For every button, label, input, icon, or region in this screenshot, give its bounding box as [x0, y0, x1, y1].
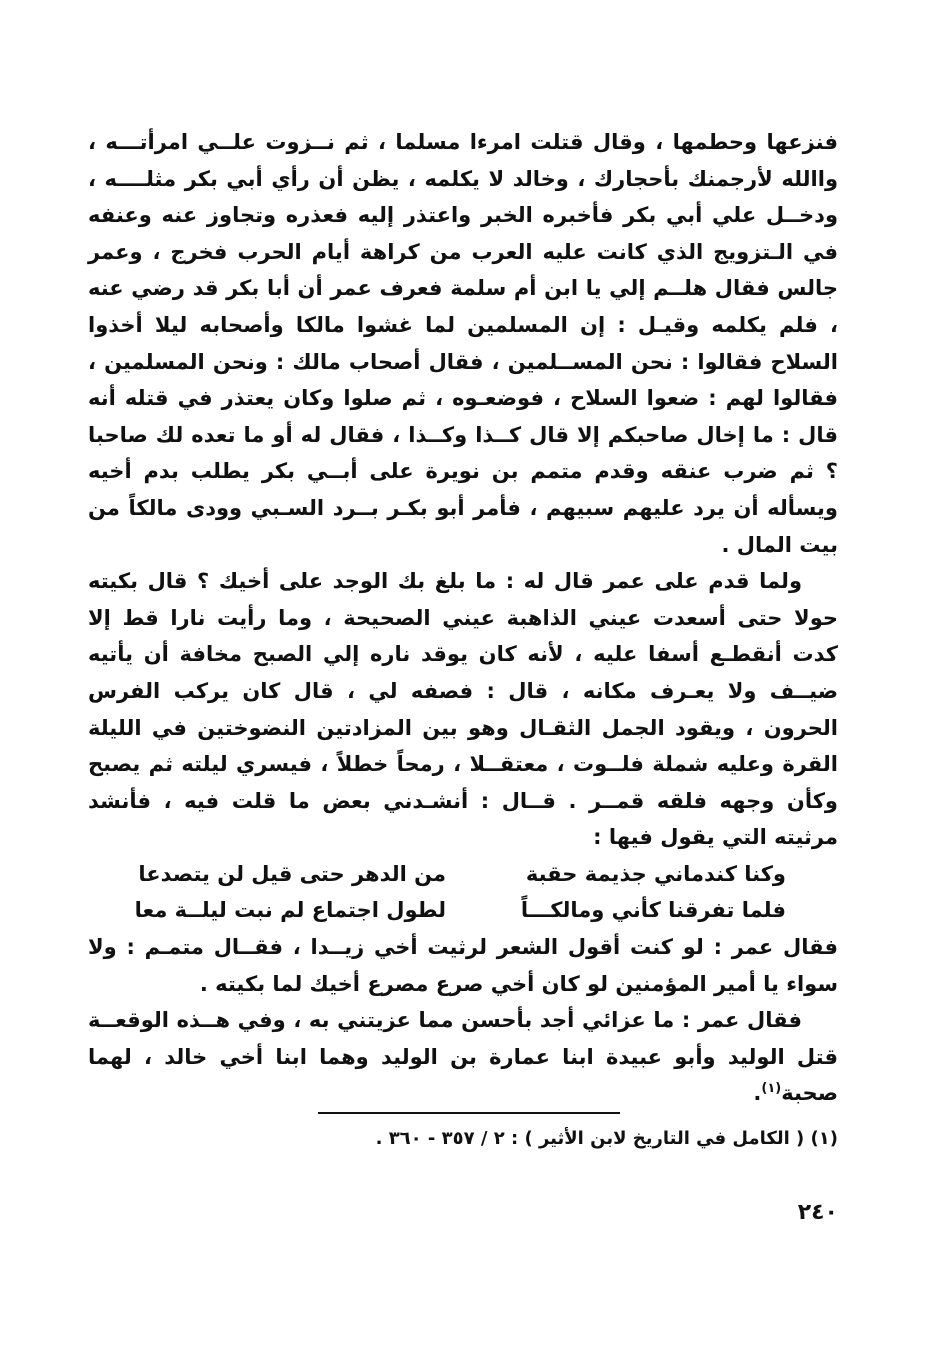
verse-second-hemistich: من الدهر حتى قيل لن يتصدعا [138, 861, 446, 886]
paragraph-4-period: . [753, 1081, 762, 1106]
paragraph-3: فقال عمر : لو كنت أقول الشعر لرثيت أخي زيــدا ، فقــال متمـم : ولا سواء يا أمير المؤمنين لو كان أخي صرع مصرع أخيك لما بكيته . [88, 935, 838, 996]
footnote: (١) ( الكامل في التاريخ لابن الأثير ) : ٢ / ٣٥٧ - ٣٦٠ . [375, 1128, 838, 1149]
poem-verses [88, 856, 838, 929]
paragraph-4 [88, 1002, 838, 1112]
page-number: ٢٤٠ [797, 1200, 838, 1225]
verse-first-hemistich: فلما تفرقنا كأني ومالكـــاً [520, 898, 786, 923]
paragraph-4-text: فقال عمر : ما عزائي أجد بأحسن مما عزيتني به ، وفي هــذه الوقعــة قتل الوليد وأبو عبيدة ابنا عمارة بن الوليد وهما ابنا أخي خالد ، لهما صحبة [88, 1008, 838, 1106]
paragraph-2: ولما قدم على عمر قال له : ما بلغ بك الوجد على أخيك ؟ قال بكيته حولا حتى أسعدت عيني الذاهبة عيني الصحيحة ، وما رأيت نارا قط إلا كدت أنقطـع أسفا عليه ، لأنه كان يوقد ناره إلي الصبح مخافة أن يأتيه ضيــف ولا يعـرف مكانه ، قال : فصفه لي ، قال كان يركب الفرس الحرون ، ويقود الجمل الثقـال وهو بين المزادتين النضوختين في الليلة القرة وعليه شملة فلــوت ، معتقــلا ، رمحاً خطلاً ، فيسري ليلته ثم يصبح وكأن وجهه فلقه قمــر . قــال : أنشـدني بعض ما قلت فيه ، فأنشد مرثيته التي يقول فيها : [88, 569, 838, 850]
footnote-separator [318, 1112, 620, 1114]
footnote-reference[interactable]: (١) [761, 1081, 782, 1097]
paragraph-1: فنزعها وحطمها ، وقال قتلت امرءا مسلما ، ثم نــزوت علــي امرأتـــه ، واالله لأرجمنك بأحجارك ، وخالد لا يكلمه ، يظن أن رأي أبي بكر مثلــــه ، ودخــل علي أبي بكر فأخبره الخبر واعتذر إليه فعذره وتجاوز عنه وعنفه في الـتزويج الذي كانت عليه العرب من كراهة أيام الحرب فخرج ، وعمر جالس فقال هلــم إلي يا ابن أم سلمة فعرف عمر أن أبا بكر قد رضي عنه ، فلم يكلمه وقيـل : إن المسلمين لما غشوا مالكا وأصحابه ليلا أخذوا السلاح فقالوا : نحن المســلمين ، فقال أصحاب مالك : ونحن المسلمين ، فقالوا لهم : ضعوا السلاح ، فوضعـوه ، ثم صلوا وكان يعتذر في قتله أنه قال : ما إخال صاحبكم إلا قال كــذا وكــذا ، فقال له أو ما تعده لك صاحبا ؟ ثم ضرب عنقه وقدم متمم بن نويرة على أبــي بكر يطلب بدم أخيه ويسأله أن يرد عليهم سبيهم ، فأمر أبو بكـر بــرد السـبي وودى مالكاً من بيت المال . [88, 130, 838, 557]
verse-line [88, 892, 838, 929]
verse-first-hemistich: وكنا كندماني جذيمة حقبة [525, 861, 786, 886]
verse-second-hemistich: لطول اجتماع لم نبت ليلــة معا [134, 898, 446, 923]
verse-line [88, 856, 838, 893]
main-text [88, 124, 838, 1112]
